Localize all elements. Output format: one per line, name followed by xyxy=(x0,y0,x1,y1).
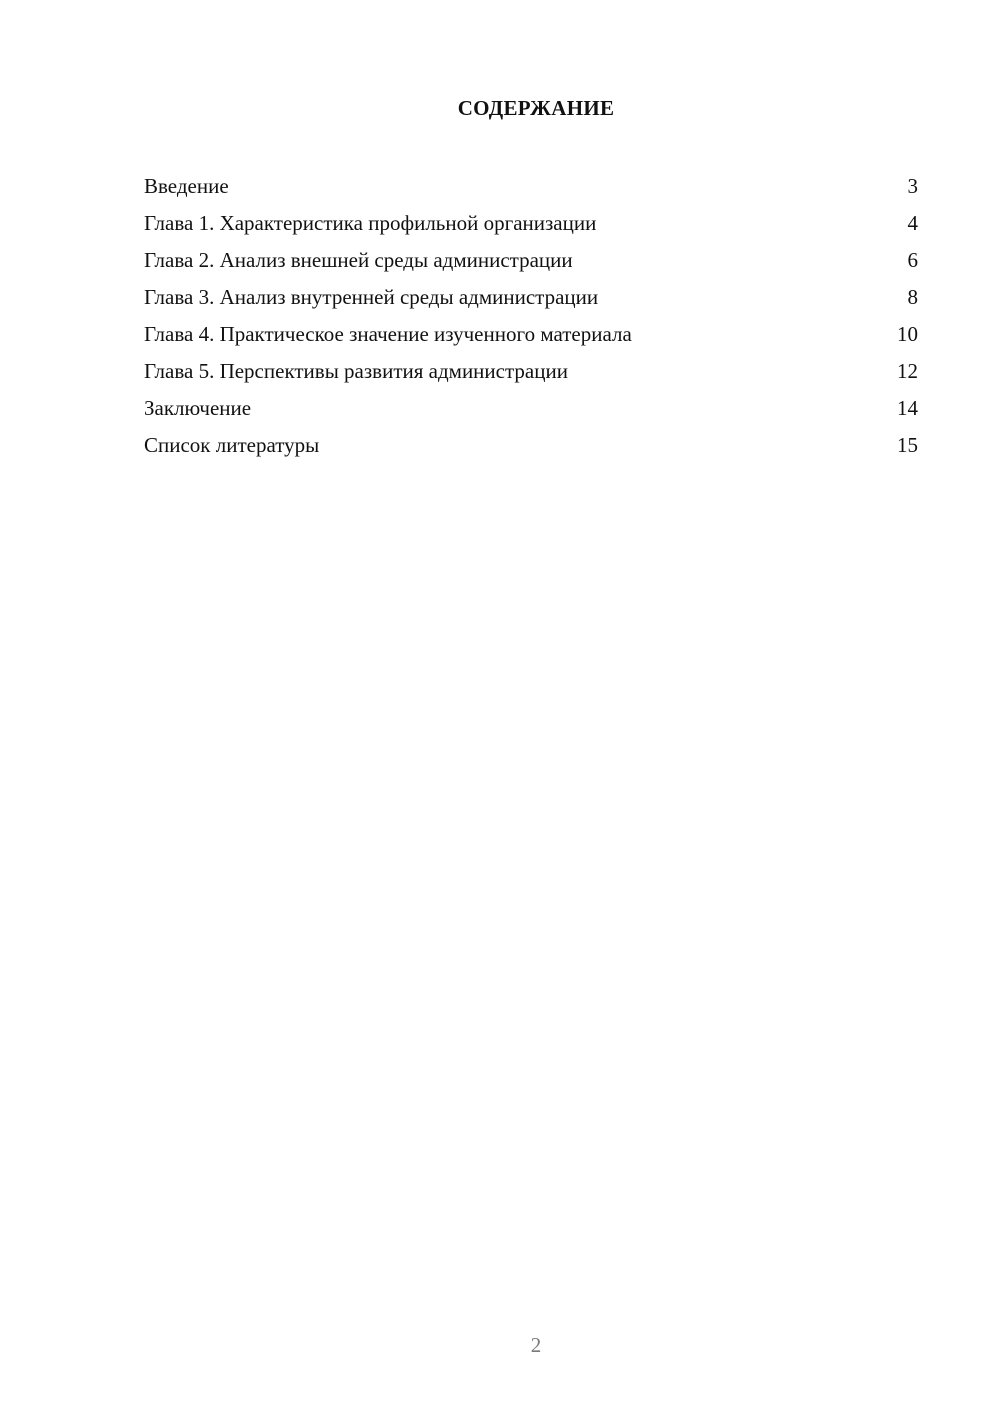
toc-entry-page: 8 xyxy=(907,285,918,309)
toc-entry-chapter-2[interactable] xyxy=(144,242,918,279)
toc-entry-label: Глава 5. Перспективы развития администрации xyxy=(144,359,568,383)
toc-entry-label: Глава 2. Анализ внешней среды администрации xyxy=(144,248,573,272)
toc-entry-label: Глава 3. Анализ внутренней среды администрации xyxy=(144,285,599,309)
toc-entry-chapter-4[interactable] xyxy=(144,316,918,353)
toc-entry-label: Глава 4. Практическое значение изученного материала xyxy=(144,322,632,346)
table-of-contents xyxy=(144,168,918,464)
toc-entry-page: 15 xyxy=(897,433,918,457)
toc-entry-page: 14 xyxy=(897,396,918,420)
toc-entry-page: 12 xyxy=(897,359,918,383)
toc-entry-introduction[interactable] xyxy=(144,168,918,205)
toc-entry-label: Введение xyxy=(144,174,229,198)
toc-entry-chapter-5[interactable] xyxy=(144,353,918,390)
toc-entry-label: Список литературы xyxy=(144,433,320,457)
toc-entry-page: 10 xyxy=(897,322,918,346)
toc-entry-conclusion[interactable] xyxy=(144,390,918,427)
toc-entry-bibliography[interactable] xyxy=(144,427,918,464)
toc-entry-page: 3 xyxy=(907,174,918,198)
toc-entry-label: Глава 1. Характеристика профильной организации xyxy=(144,211,597,235)
toc-entry-chapter-3[interactable] xyxy=(144,279,918,316)
page-number: 2 xyxy=(530,1333,542,1357)
toc-title: СОДЕРЖАНИЕ xyxy=(457,96,615,120)
toc-entry-page: 4 xyxy=(907,211,918,235)
toc-entry-page: 6 xyxy=(907,248,918,272)
toc-entry-chapter-1[interactable] xyxy=(144,205,918,242)
toc-entry-label: Заключение xyxy=(144,396,252,420)
